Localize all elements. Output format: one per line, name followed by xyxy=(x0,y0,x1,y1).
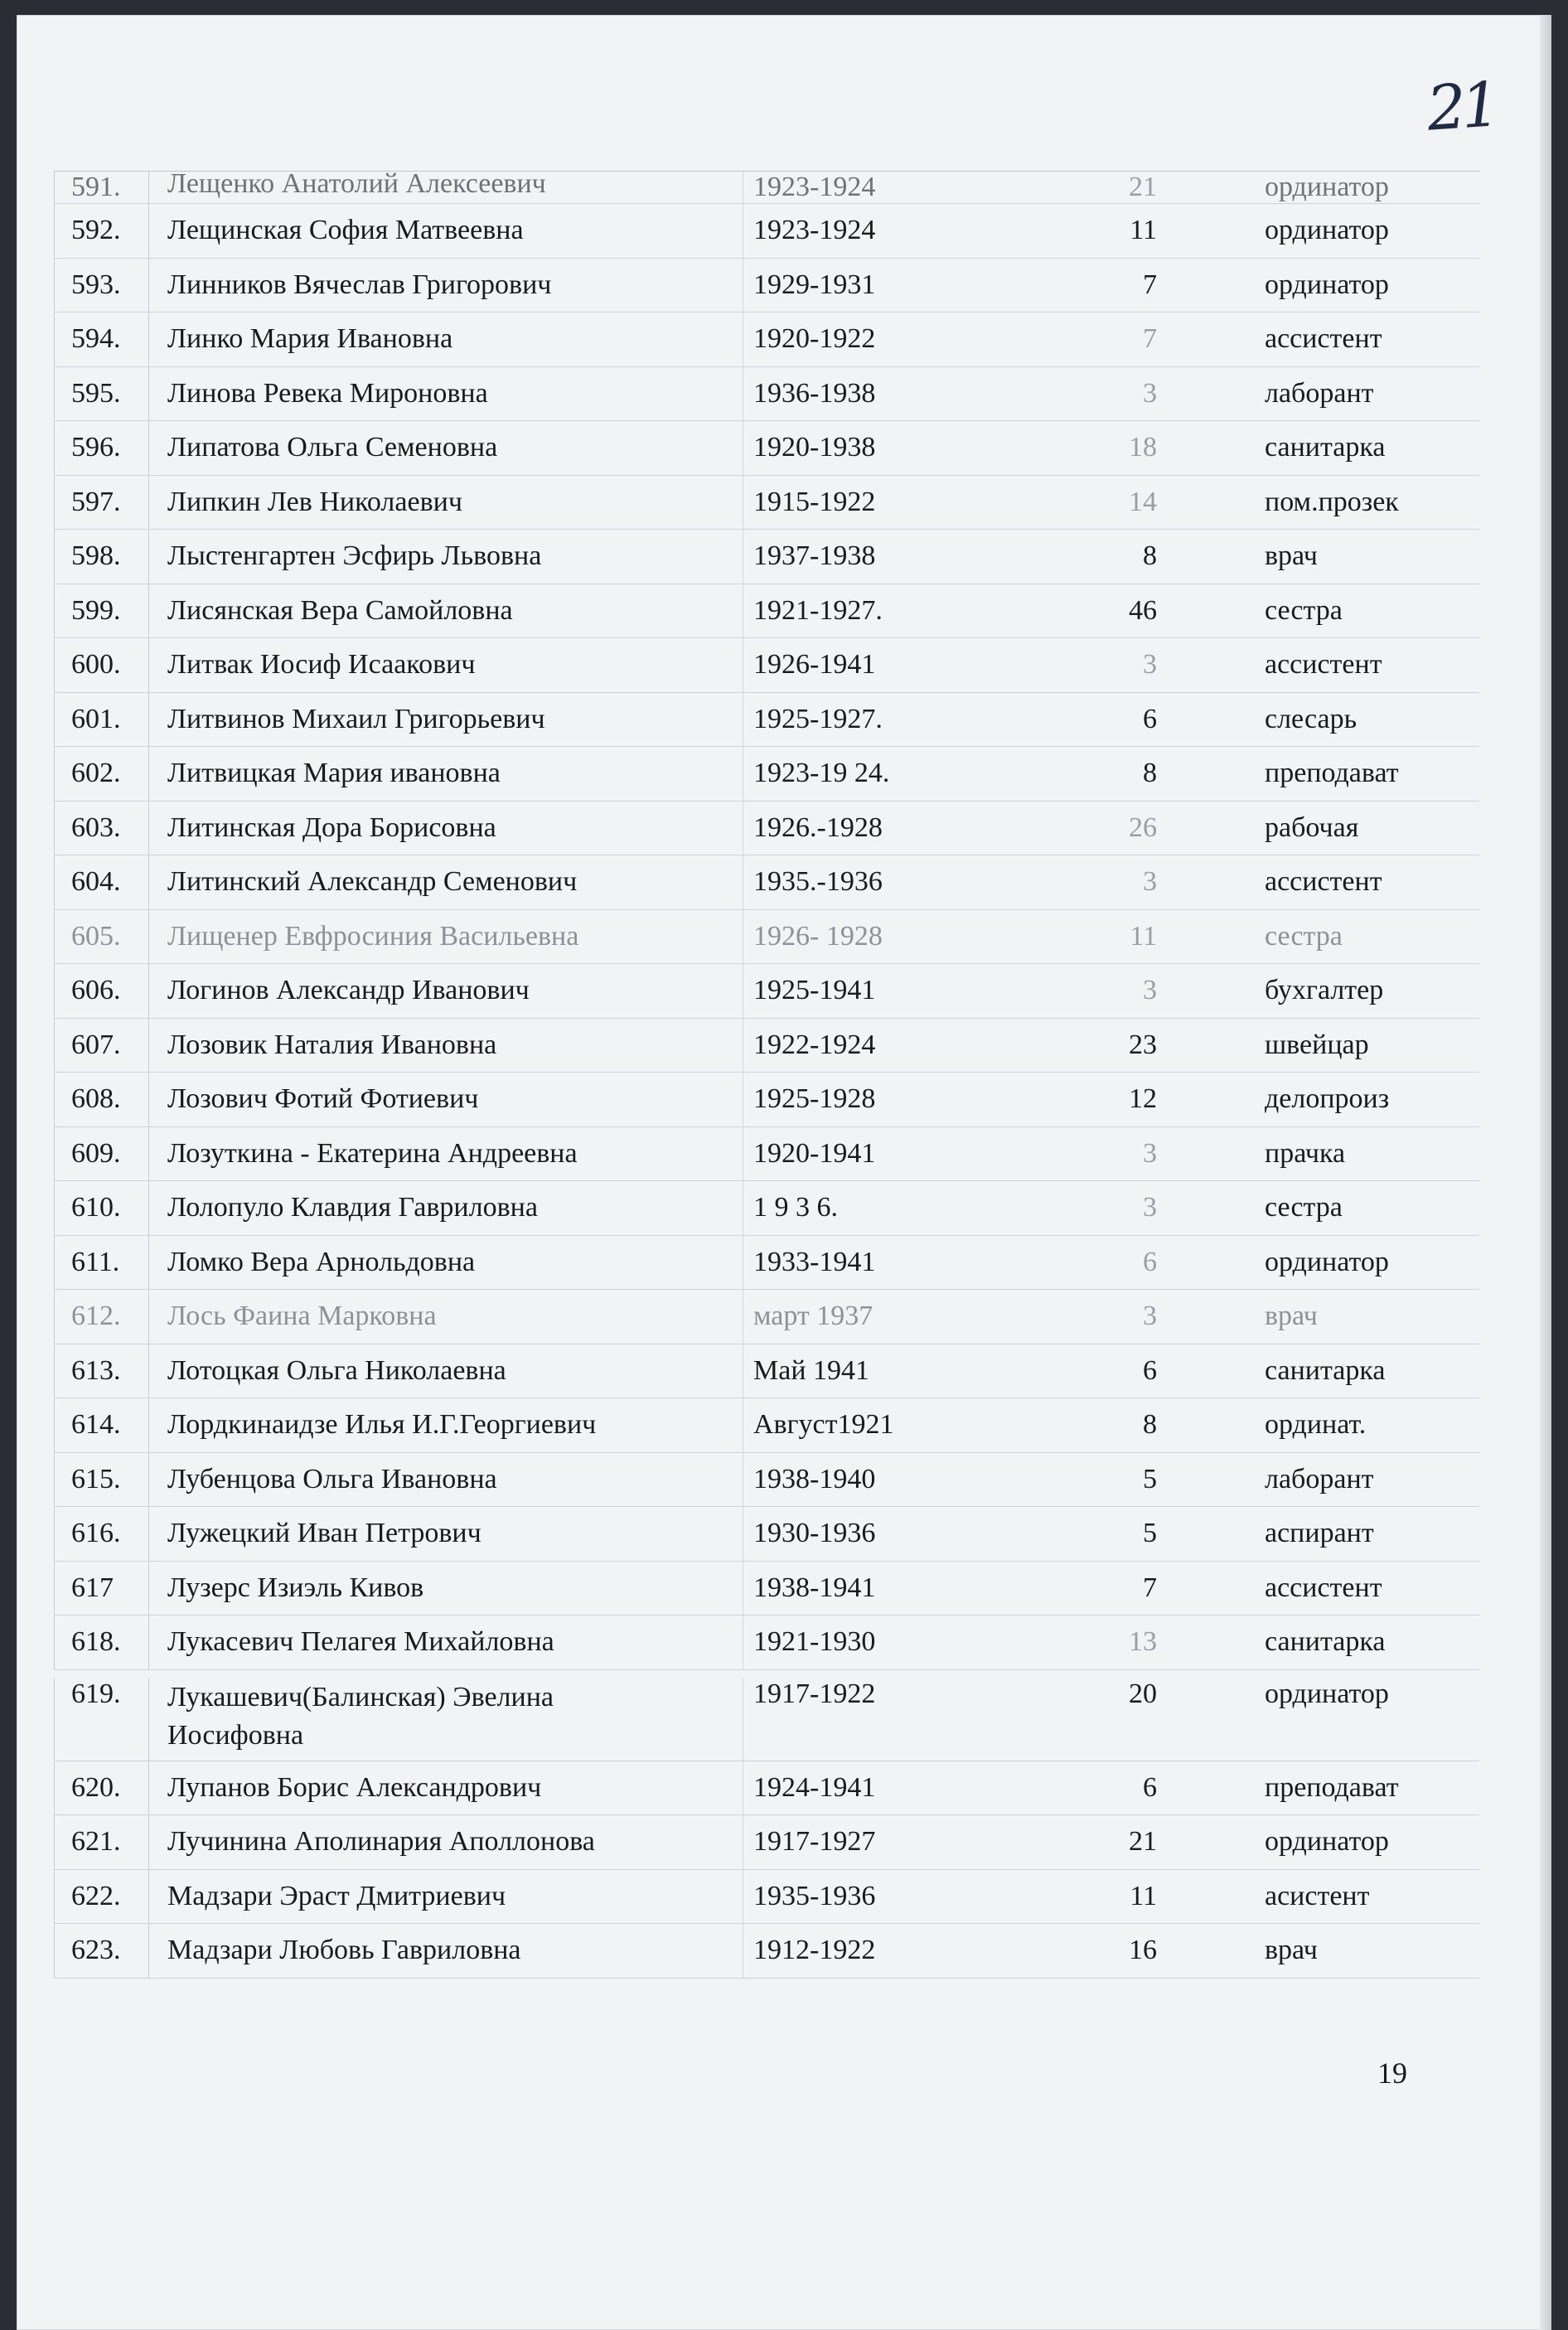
job-position: сестра xyxy=(1265,920,1343,952)
person-name xyxy=(149,211,743,249)
person-name-line: Лордкинаидзе Илья И.Г.Георгиевич xyxy=(167,1409,597,1441)
table-row xyxy=(54,584,1479,639)
person-name-line: Лисянская Вера Самойловна xyxy=(167,594,513,626)
person-name xyxy=(149,483,743,521)
record-count: 20 xyxy=(1129,1678,1157,1709)
person-name xyxy=(149,1297,743,1335)
person-name xyxy=(149,971,743,1010)
record-count: 26 xyxy=(1129,811,1157,843)
table-row xyxy=(54,1815,1479,1870)
person-name-line: Линников Вячеслав Григорович xyxy=(167,269,552,300)
table-row xyxy=(54,1453,1479,1508)
years-worked: 1921-1930 xyxy=(743,1615,1049,1669)
job-position: ординатор xyxy=(1265,1678,1389,1709)
job-position: ординатор xyxy=(1265,269,1389,300)
record-count: 18 xyxy=(1129,432,1157,463)
person-name xyxy=(149,754,743,792)
years-worked: 1926.-1928 xyxy=(743,802,1049,855)
job-position: асистент xyxy=(1265,1880,1370,1911)
table-row xyxy=(54,1344,1479,1399)
record-count: 3 xyxy=(1143,377,1157,409)
table-row xyxy=(54,802,1479,856)
person-name-line: Лужецкий Иван Петрович xyxy=(167,1518,482,1549)
row-number: 596. xyxy=(54,421,149,475)
years-worked: 1933-1941 xyxy=(743,1236,1049,1290)
job-position: санитарка xyxy=(1265,1354,1386,1386)
record-count: 5 xyxy=(1143,1463,1157,1494)
person-name-line: Лотоцкая Ольга Николаевна xyxy=(167,1354,506,1386)
row-number: 592. xyxy=(54,204,149,258)
row-number: 603. xyxy=(54,802,149,855)
job-position: лаборант xyxy=(1265,377,1374,409)
job-position: преподават xyxy=(1265,758,1399,789)
job-position: ординатор xyxy=(1265,172,1389,202)
person-name-line: Ломко Вера Арнольдовна xyxy=(167,1246,476,1277)
person-name-line: Литвинов Михаил Григорьевич xyxy=(167,703,545,734)
record-count: 23 xyxy=(1129,1029,1157,1060)
table-row xyxy=(54,1761,1479,1816)
row-number: 623. xyxy=(54,1924,149,1978)
record-count: 3 xyxy=(1143,866,1157,898)
person-name xyxy=(149,1569,743,1607)
table-row xyxy=(54,910,1479,965)
job-position: ординатор xyxy=(1265,1826,1389,1858)
row-number: 622. xyxy=(54,1870,149,1924)
job-position: швейцар xyxy=(1265,1029,1369,1060)
record-count: 7 xyxy=(1143,1572,1157,1603)
years-worked: 1920-1938 xyxy=(743,421,1049,475)
table-row xyxy=(54,1127,1479,1182)
person-name-line: Логинов Александр Иванович xyxy=(167,975,530,1006)
record-count: 11 xyxy=(1130,1880,1157,1911)
job-position: ординат. xyxy=(1265,1409,1367,1441)
record-count: 14 xyxy=(1129,486,1157,517)
record-count: 5 xyxy=(1143,1518,1157,1549)
table-row xyxy=(54,964,1479,1019)
table-row xyxy=(54,476,1479,530)
row-number: 594. xyxy=(54,312,149,366)
job-position: сестра xyxy=(1265,594,1343,626)
person-name-line: Лищенер Евфросиния Васильевна xyxy=(167,920,579,952)
job-position: ассистент xyxy=(1265,866,1382,898)
record-count: 7 xyxy=(1143,269,1157,300)
years-worked: Май 1941 xyxy=(743,1344,1049,1398)
record-count: 3 xyxy=(1143,649,1157,681)
job-position: ординатор xyxy=(1265,215,1389,246)
row-number: 601. xyxy=(54,693,149,747)
job-position: преподават xyxy=(1265,1771,1399,1803)
row-number: 607. xyxy=(54,1019,149,1073)
years-worked: 1935-1936 xyxy=(743,1870,1049,1924)
person-name xyxy=(149,646,743,684)
row-number: 605. xyxy=(54,910,149,964)
person-name-line: Лещенко Анатолий Алексеевич xyxy=(167,172,546,199)
table-row xyxy=(54,1615,1479,1670)
years-worked: 1929-1931 xyxy=(743,259,1049,312)
person-name xyxy=(149,266,743,304)
person-name xyxy=(149,320,743,358)
years-worked: март 1937 xyxy=(743,1290,1049,1344)
person-name-line: Лозуткина - Екатерина Андреевна xyxy=(167,1137,578,1169)
row-number: 597. xyxy=(54,476,149,530)
row-number: 599. xyxy=(54,584,149,638)
table-row xyxy=(54,1019,1479,1073)
row-number: 618. xyxy=(54,1615,149,1669)
person-name xyxy=(149,1514,743,1553)
years-worked: 1938-1940 xyxy=(743,1453,1049,1507)
record-count: 11 xyxy=(1130,215,1157,246)
person-name-line: Лубенцова Ольга Ивановна xyxy=(167,1463,497,1494)
person-name xyxy=(149,1352,743,1390)
row-number: 606. xyxy=(54,964,149,1018)
years-worked: 1937-1938 xyxy=(743,530,1049,584)
person-name-line: Мадзари Эраст Дмитриевич xyxy=(167,1880,506,1911)
person-name-line: Липатова Ольга Семеновна xyxy=(167,432,498,463)
person-name-line: Лыстенгартен Эсфирь Львовна xyxy=(167,540,542,572)
person-name-line: Литвак Иосиф Исаакович xyxy=(167,649,476,681)
years-worked: 1925-1927. xyxy=(743,693,1049,747)
person-name-line: Лещинская София Матвеевна xyxy=(167,215,524,246)
person-name xyxy=(149,429,743,467)
record-count: 21 xyxy=(1129,172,1157,202)
record-count: 8 xyxy=(1143,758,1157,789)
years-worked: 1930-1936 xyxy=(743,1507,1049,1561)
person-name-line: Иосифовна xyxy=(167,1719,304,1751)
row-number: 610. xyxy=(54,1181,149,1235)
table-row xyxy=(54,1924,1479,1979)
table-row xyxy=(54,1236,1479,1291)
table-row xyxy=(54,172,1479,204)
person-name-line: Лузерс Изиэль Кивов xyxy=(167,1572,424,1603)
years-worked: 1926- 1928 xyxy=(743,910,1049,964)
person-name xyxy=(149,537,743,575)
person-name xyxy=(149,1080,743,1118)
job-position: врач xyxy=(1265,1301,1318,1332)
record-count: 6 xyxy=(1143,1354,1157,1386)
row-number: 593. xyxy=(54,259,149,312)
person-name xyxy=(149,1135,743,1173)
page-edge xyxy=(1540,15,1551,2330)
person-name-line: Лозовик Наталия Ивановна xyxy=(167,1029,497,1060)
record-count: 13 xyxy=(1129,1626,1157,1658)
table-row xyxy=(54,638,1479,693)
row-number: 609. xyxy=(54,1127,149,1181)
record-count: 6 xyxy=(1143,703,1157,734)
table-row xyxy=(54,1398,1479,1453)
page-number: 19 xyxy=(1377,2056,1407,2090)
years-worked: 1938-1941 xyxy=(743,1562,1049,1615)
record-count: 3 xyxy=(1143,1301,1157,1332)
job-position: ассистент xyxy=(1265,323,1382,355)
years-worked: 1922-1924 xyxy=(743,1019,1049,1073)
row-number: 608. xyxy=(54,1073,149,1126)
row-number: 616. xyxy=(54,1507,149,1561)
person-name xyxy=(149,592,743,630)
table-row xyxy=(54,1073,1479,1127)
record-count: 7 xyxy=(1143,323,1157,355)
person-name xyxy=(149,1460,743,1499)
job-position: рабочая xyxy=(1265,811,1359,843)
years-worked: 1923-1924 xyxy=(743,172,1049,203)
row-number: 598. xyxy=(54,530,149,584)
job-position: слесарь xyxy=(1265,703,1357,734)
years-worked: 1917-1922 xyxy=(743,1678,1049,1761)
years-worked: 1926-1941 xyxy=(743,638,1049,692)
record-count: 12 xyxy=(1129,1083,1157,1115)
person-name xyxy=(149,172,743,203)
job-position: пом.прозек xyxy=(1265,486,1399,517)
record-count: 46 xyxy=(1129,594,1157,626)
record-count: 3 xyxy=(1143,975,1157,1006)
table-row xyxy=(54,530,1479,584)
record-count: 6 xyxy=(1143,1771,1157,1803)
row-number: 602. xyxy=(54,747,149,801)
person-name-line: Лукасевич Пелагея Михайловна xyxy=(167,1626,554,1658)
row-number: 619. xyxy=(54,1678,149,1761)
row-number: 615. xyxy=(54,1453,149,1507)
table-row xyxy=(54,204,1479,259)
years-worked: 1925-1928 xyxy=(743,1073,1049,1126)
years-worked: 1923-1924 xyxy=(743,204,1049,258)
job-position: санитарка xyxy=(1265,432,1386,463)
record-count: 8 xyxy=(1143,540,1157,572)
record-count: 8 xyxy=(1143,1409,1157,1441)
table-row xyxy=(54,367,1479,422)
row-number: 611. xyxy=(54,1236,149,1290)
person-name xyxy=(149,1931,743,1969)
person-name xyxy=(149,1026,743,1064)
person-name xyxy=(149,809,743,847)
table-row xyxy=(54,1670,1479,1761)
person-name-line: Лозович Фотий Фотиевич xyxy=(167,1083,479,1115)
table-row xyxy=(54,1290,1479,1344)
staff-table xyxy=(54,171,1479,1979)
row-number: 595. xyxy=(54,367,149,421)
years-worked: 1915-1922 xyxy=(743,476,1049,530)
person-name-line: Литинский Александр Семенович xyxy=(167,866,578,898)
record-count: 11 xyxy=(1130,920,1157,952)
years-worked: 1917-1927 xyxy=(743,1815,1049,1869)
row-number: 604. xyxy=(54,855,149,909)
person-name xyxy=(149,1769,743,1807)
years-worked: 1920-1941 xyxy=(743,1127,1049,1181)
person-name-line: Лучинина Аполинария Аполлонова xyxy=(167,1826,595,1858)
person-name-line: Липкин Лев Николаевич xyxy=(167,486,462,517)
job-position: делопроиз xyxy=(1265,1083,1390,1115)
table-row xyxy=(54,1181,1479,1236)
years-worked: 1921-1927. xyxy=(743,584,1049,638)
person-name xyxy=(149,1189,743,1227)
document-page xyxy=(17,15,1551,2330)
person-name-line: Линова Ревека Мироновна xyxy=(167,377,488,409)
job-position: аспирант xyxy=(1265,1518,1374,1549)
person-name xyxy=(149,1243,743,1281)
job-position: ассистент xyxy=(1265,649,1382,681)
record-count: 6 xyxy=(1143,1246,1157,1277)
person-name xyxy=(149,1823,743,1861)
row-number: 617 xyxy=(54,1562,149,1615)
table-row xyxy=(54,1562,1479,1616)
record-count: 3 xyxy=(1143,1137,1157,1169)
person-name-line: Мадзари Любовь Гавриловна xyxy=(167,1935,521,1966)
job-position: лаборант xyxy=(1265,1463,1374,1494)
years-worked: 1920-1922 xyxy=(743,312,1049,366)
job-position: бухгалтер xyxy=(1265,975,1384,1006)
record-count: 21 xyxy=(1129,1826,1157,1858)
years-worked: 1924-1941 xyxy=(743,1761,1049,1815)
table-row xyxy=(54,1870,1479,1925)
row-number: 613. xyxy=(54,1344,149,1398)
row-number: 591. xyxy=(54,172,149,203)
years-worked: 1912-1922 xyxy=(743,1924,1049,1978)
record-count: 16 xyxy=(1129,1935,1157,1966)
person-name xyxy=(149,863,743,901)
person-name xyxy=(149,1678,743,1755)
years-worked: 1 9 3 6. xyxy=(743,1181,1049,1235)
person-name xyxy=(149,1877,743,1916)
person-name-line: Литвицкая Мария ивановна xyxy=(167,758,501,789)
job-position: врач xyxy=(1265,1935,1318,1966)
row-number: 621. xyxy=(54,1815,149,1869)
years-worked: 1925-1941 xyxy=(743,964,1049,1018)
person-name-line: Литинская Дора Борисовна xyxy=(167,811,496,843)
job-position: ассистент xyxy=(1265,1572,1382,1603)
job-position: врач xyxy=(1265,540,1318,572)
table-row xyxy=(54,855,1479,910)
person-name-line: Лупанов Борис Александрович xyxy=(167,1771,542,1803)
job-position: ординатор xyxy=(1265,1246,1389,1277)
years-worked: 1923-19 24. xyxy=(743,747,1049,801)
table-row xyxy=(54,747,1479,802)
years-worked: Август1921 xyxy=(743,1398,1049,1452)
job-position: санитарка xyxy=(1265,1626,1386,1658)
handwritten-sheet-number: 21 xyxy=(1425,69,1498,145)
job-position: прачка xyxy=(1265,1137,1346,1169)
person-name-line: Лось Фаина Марковна xyxy=(167,1301,437,1332)
person-name xyxy=(149,375,743,413)
table-row xyxy=(54,312,1479,367)
table-row xyxy=(54,259,1479,313)
row-number: 612. xyxy=(54,1290,149,1344)
person-name-line: Лолопуло Клавдия Гавриловна xyxy=(167,1192,538,1223)
years-worked: 1936-1938 xyxy=(743,367,1049,421)
years-worked: 1935.-1936 xyxy=(743,855,1049,909)
person-name-line: Линко Мария Ивановна xyxy=(167,323,453,355)
job-position: сестра xyxy=(1265,1192,1343,1223)
person-name xyxy=(149,700,743,739)
person-name xyxy=(149,918,743,956)
table-row xyxy=(54,1507,1479,1562)
person-name-line: Лукашевич(Балинская) Эвелина xyxy=(167,1681,554,1712)
row-number: 614. xyxy=(54,1398,149,1452)
row-number: 620. xyxy=(54,1761,149,1815)
row-number: 600. xyxy=(54,638,149,692)
person-name xyxy=(149,1623,743,1661)
table-row xyxy=(54,693,1479,748)
record-count: 3 xyxy=(1143,1192,1157,1223)
table-row xyxy=(54,421,1479,476)
person-name xyxy=(149,1406,743,1444)
